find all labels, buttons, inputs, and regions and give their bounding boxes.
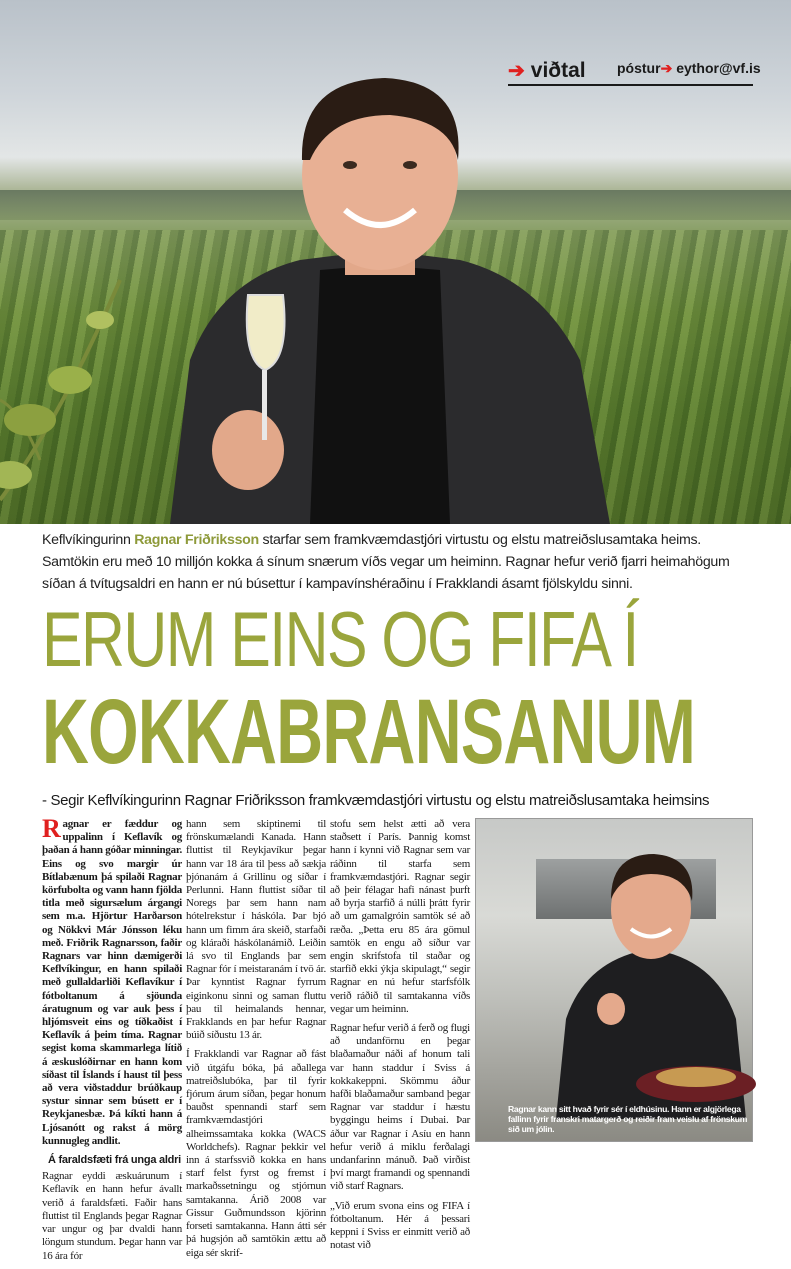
headline-line-1: ERUM EINS OG FIFA Í [42,595,638,683]
headline-line-2: KOKKABRANSANUM [42,681,696,783]
drop-cap: R [42,814,61,843]
section-label: viðtal [530,59,586,82]
paragraph: stofu sem helst ætti að vera staðsett í París. Þannig komst hann í kynni við Ragnar sem var ráðinn til starfa sem framkvæmdastjóri. Ragnar segir að þeir félagar hafi nánast þurft að byrja starfið á núlli þrátt fyrir að um gamalgróin samtök sé að ræða. „Þetta eru 85 ára gömul samtök en engu að síður var engin skrifstofa til staðar og starfið ekki ýkja skipulagt,“ segir Ragnar en nú hefur starfsfólk verið ráðið til samtakanna víðs vegar um heiminn. [330,818,470,1015]
paragraph: „Við erum svona eins og FIFA í fótboltanum. Hér á þessari keppni í Sviss er einmitt verið að notast við [330,1199,470,1252]
intro-lead: Keflvíkingurinn [42,532,135,548]
hero-photo [0,0,791,524]
paragraph [42,814,182,1148]
headline [42,595,762,783]
lead-text: agnar er fæddur og uppalinn í Keflavík og þaðan á hann góðar minningar. Eins og svo margir úr Bítlabænum þá spilaði Ragnar körfubolta og vann hann fjölda titla með sigursælum árgangi sem m.a. Hjörtur Harðarson og Nökkvi Már Jónsson léku með. Friðrik Ragnarsson, faðir Ragnars var hinn dæmigerði Keflvíkingur, en hann spilaði með gullaldarliði Keflavíkur í fótboltanum á sjöunda áratugnum og var auk þess í hljómsveit eins og tíðkaðist í Keflavík á þeim tíma. Ragnar segist koma skammarlega lítið á æskuslóðirnar en hann kom síðast til Íslands í haust til þess að vera viðstaddur brúðkaup systur sinnar sem búsett er í Reykjanesbæ. Þá kíkti hann á Ljósanótt og rakst á mörg kunnugleg andlit. [42,818,182,1147]
arrow-right-icon: ➔ [508,60,525,82]
article-column-1 [42,814,182,1269]
article-column-3 [330,818,470,1259]
paragraph: Í Frakklandi var Ragnar að fást við útgáfu bóka, þá aðallega matreiðslubóka, þar til fyrir fjórum árum síðan, þegar honum bauðst spennandi starf sem framkvæmdastjóri alheimssamtaka kokka (WACS Worldchefs). Ragnar þekkir vel inn á starfssvið kokka en hans starf felst fyrst og fremst í markaðssetningu og stjórnun samtakanna. Árið 2008 var Gissur Guðmundsson kjörinn forseti samtakanna. Hann átti sér þá hugsjón að samtökin ættu að eiga sér skrif- [186,1048,326,1259]
email-link[interactable]: eythor@vf.is [676,60,761,76]
paragraph: Ragnar hefur verið á ferð og flugi að undanförnu en þegar blaðamaður náði af honum tali var hann staddur í Sviss á kokkakeppni. Skömmu áður hafði blaðamaður samband þegar Ragnar var staddur í hæstu byggingu heims í Dubai. Þar áður var Ragnar í Asíu en hann hefur verið á miklu ferðalagi undanfarinn mánuð. Það virðist því margt framandi og spennandi við starf Ragnars. [330,1022,470,1193]
photo-caption: Ragnar kann sitt hvað fyrir sér í eldhúsinu. Hann er algjörlega fallinn fyrir franskri matargerð og reiðir fram veislu af frönskum sið um jólin. [508,1104,748,1134]
portrait-man-with-champagne [150,60,620,524]
post-contact [617,60,761,77]
arrow-right-icon: ➔ [660,60,673,76]
paragraph: Ragnar eyddi æskuárunum í Keflavík en hann hefur ávallt verið á faraldsfæti. Faðir hans fluttist til Englands þegar Ragnar var ungur og þar dvaldi hann löngum stundum. Þegar hann var 16 ára fór [42,1170,182,1262]
article-column-2 [186,818,326,1266]
intro-rest: starfar sem framkvæmdastjóri virtustu og elstu matreiðslusamtaka heims. Samtökin eru með 10 milljón kokka á sínum snærum víðs vegar um heiminn. Ragnar hefur verið fjarri heimahögum síðan á tvítugsaldri en hann er nú búsettur í kampavínshéraðinu í Frakklandi ásamt fjölskyldu sinni. [42,532,730,592]
section-tag [508,58,586,83]
section-subhead: Á faraldsfæti frá unga aldri [48,1154,181,1167]
subheadline: - Segir Keflvíkingurinn Ragnar Friðriksson framkvæmdastjóri virtustu og elstu matreiðslusamtaka heimsins [42,792,710,809]
chef-photo [475,818,753,1142]
person-name: Ragnar Friðriksson [134,532,259,548]
chef-portrait-illustration [546,839,756,1119]
post-label: póstur [617,60,661,76]
paragraph: hann sem skiptinemi til frönskumælandi Kanada. Hann fluttist til Reykjavíkur þegar hann var 18 ára til þess að sækja þjónanám á Grillinu og síðar í Perlunni. Hann fluttist síðar til Noregs þar sem hann nam hótelrekstur í háskóla. Þar bjó hann um fimm ára skeið, starfaði og kláraði háskólanámið. Leiðin lá svo til Englands þar sem Ragnar fór í meistaranám í tvö ár. Þar kynntist Ragnar fyrrum eiginkonu sinni og saman fluttu þau til heimalands hennar, Frakklands en þar hefur Ragnar búið síðustu 13 ár. [186,818,326,1042]
header-rule [508,84,753,86]
intro-paragraph [42,529,752,595]
